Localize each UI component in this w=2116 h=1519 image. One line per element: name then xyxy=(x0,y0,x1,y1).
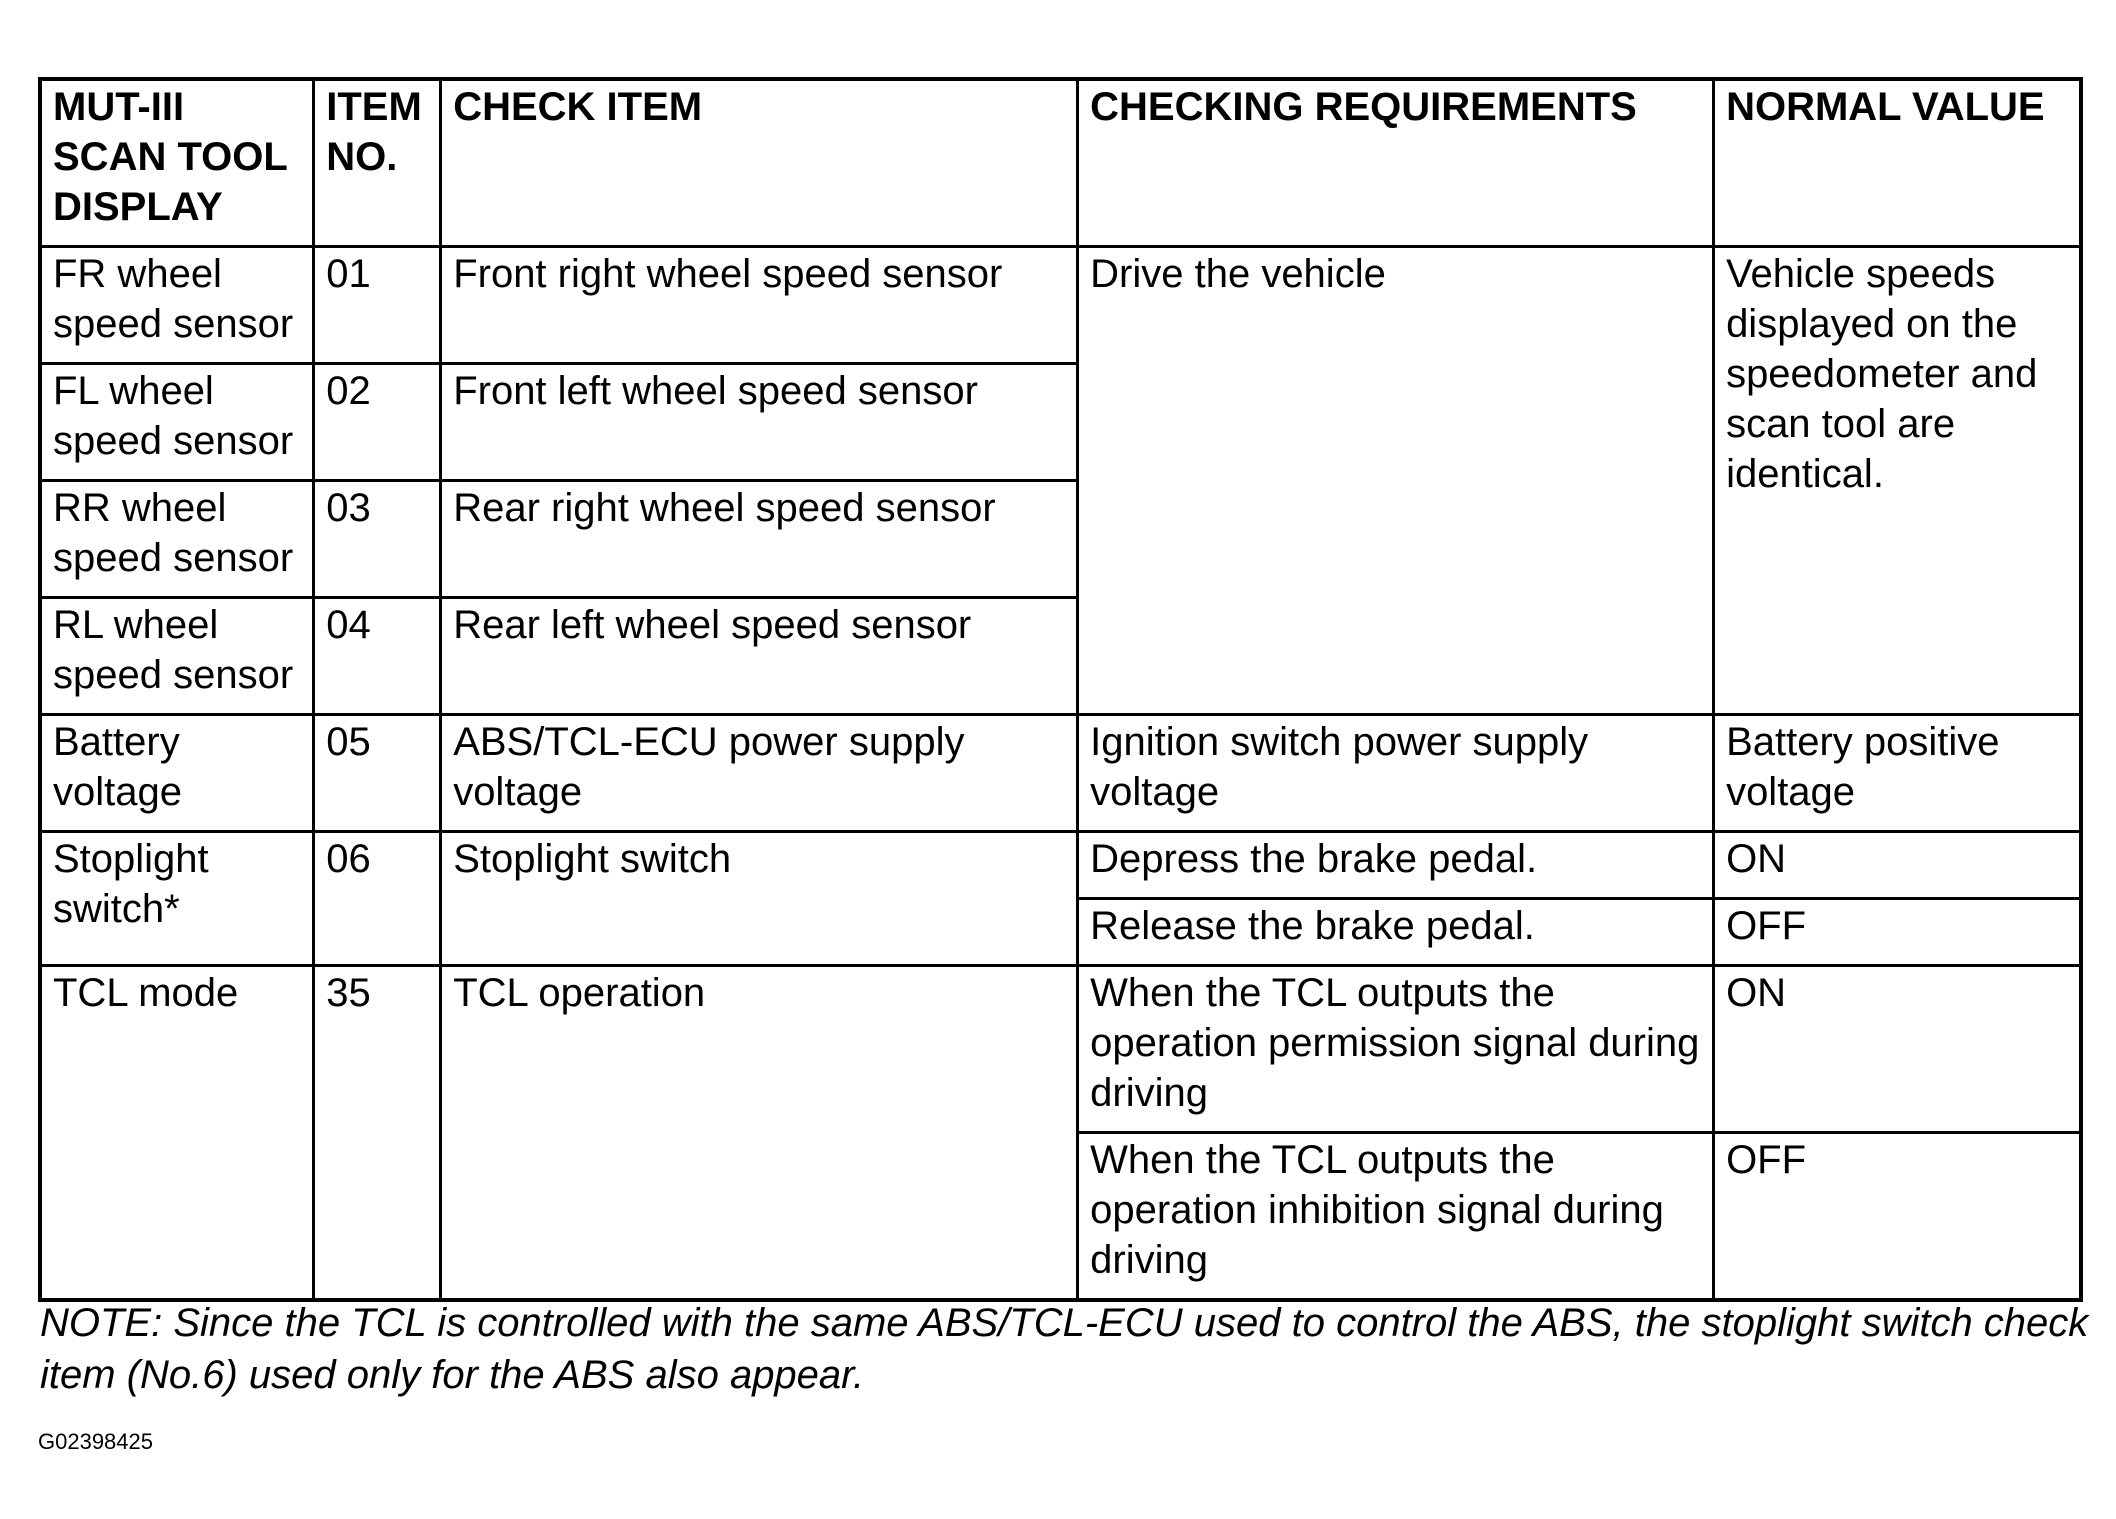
table-row xyxy=(40,247,2081,364)
row-normal-value: OFF xyxy=(1714,899,2081,966)
row-display: Battery voltage xyxy=(40,715,314,832)
row-item-no: 03 xyxy=(314,481,441,598)
header-normal-value: NORMAL VALUE xyxy=(1714,79,2081,247)
row-check-item: Stoplight switch xyxy=(441,832,1078,966)
row-check-item: Rear right wheel speed sensor xyxy=(441,481,1078,598)
row-item-no: 35 xyxy=(314,966,441,1301)
row-normal-value: OFF xyxy=(1714,1133,2081,1301)
row-item-no: 05 xyxy=(314,715,441,832)
row-normal-value: Battery positive voltage xyxy=(1714,715,2081,832)
row-check-item: Rear left wheel speed sensor xyxy=(441,598,1078,715)
row-display: FR wheel speed sensor xyxy=(40,247,314,364)
row-display: RL wheel speed sensor xyxy=(40,598,314,715)
sensor-normal-value: Vehicle speeds displayed on the speedometer and scan tool are identical. xyxy=(1714,247,2081,715)
sensor-requirement: Drive the vehicle xyxy=(1078,247,1714,715)
row-requirement: When the TCL outputs the operation permission signal during driving xyxy=(1078,966,1714,1133)
header-scan-tool-display: MUT-III SCAN TOOL DISPLAY xyxy=(40,79,314,247)
header-checking-requirements: CHECKING REQUIREMENTS xyxy=(1078,79,1714,247)
row-display: FL wheel speed sensor xyxy=(40,364,314,481)
row-item-no: 06 xyxy=(314,832,441,966)
row-item-no: 02 xyxy=(314,364,441,481)
row-requirement: When the TCL outputs the operation inhibition signal during driving xyxy=(1078,1133,1714,1301)
row-item-no: 04 xyxy=(314,598,441,715)
table-header-row xyxy=(40,79,2081,247)
row-item-no: 01 xyxy=(314,247,441,364)
row-display: Stoplight switch* xyxy=(40,832,314,966)
row-display: RR wheel speed sensor xyxy=(40,481,314,598)
table-note: NOTE: Since the TCL is controlled with the same ABS/TCL-ECU used to control the ABS, the stoplight switch check item (No.6) used only for the ABS also appear. xyxy=(40,1301,2089,1397)
header-check-item: CHECK ITEM xyxy=(441,79,1078,247)
row-check-item: Front right wheel speed sensor xyxy=(441,247,1078,364)
row-requirement: Depress the brake pedal. xyxy=(1078,832,1714,899)
row-requirement: Ignition switch power supply voltage xyxy=(1078,715,1714,832)
row-check-item: TCL operation xyxy=(441,966,1078,1301)
row-display: TCL mode xyxy=(40,966,314,1301)
row-check-item: ABS/TCL-ECU power supply voltage xyxy=(441,715,1078,832)
table-row xyxy=(40,832,2081,899)
table-row xyxy=(40,966,2081,1133)
header-item-no: ITEM NO. xyxy=(314,79,441,247)
row-normal-value: ON xyxy=(1714,832,2081,899)
row-normal-value: ON xyxy=(1714,966,2081,1133)
figure-id: G02398425 xyxy=(38,1429,153,1454)
table-row xyxy=(40,715,2081,832)
row-requirement: Release the brake pedal. xyxy=(1078,899,1714,966)
row-check-item: Front left wheel speed sensor xyxy=(441,364,1078,481)
scan-tool-data-table xyxy=(38,77,2083,1302)
